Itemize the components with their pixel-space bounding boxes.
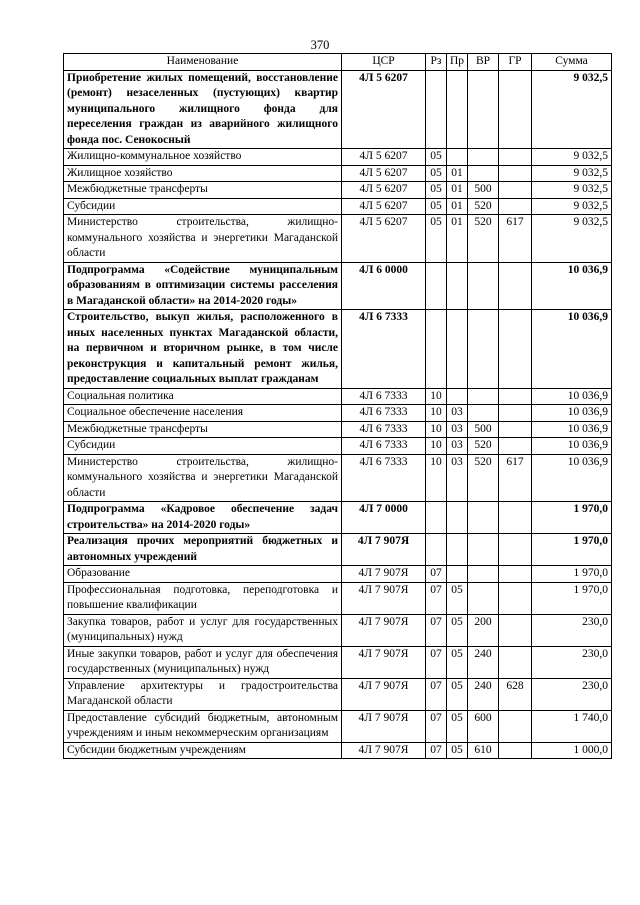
cell-csr: 4Л 7 907Я [342, 534, 426, 566]
cell-sum: 10 036,9 [532, 405, 612, 422]
cell-csr: 4Л 5 6207 [342, 149, 426, 166]
cell-gr [499, 165, 532, 182]
cell-pr: 03 [447, 454, 468, 502]
cell-gr: 617 [499, 215, 532, 263]
cell-gr [499, 198, 532, 215]
cell-pr: 01 [447, 165, 468, 182]
cell-name: Иные закупки товаров, работ и услуг для обеспечения государственных (муниципальных) нужд [64, 646, 342, 678]
cell-gr: 617 [499, 454, 532, 502]
cell-vr: 520 [468, 438, 499, 455]
cell-vr: 600 [468, 710, 499, 742]
cell-vr: 520 [468, 215, 499, 263]
cell-sum: 1 970,0 [532, 582, 612, 614]
cell-pr [447, 534, 468, 566]
cell-csr: 4Л 5 6207 [342, 198, 426, 215]
cell-rz [426, 70, 447, 149]
cell-vr: 610 [468, 742, 499, 759]
table-row [64, 566, 612, 583]
cell-pr: 05 [447, 614, 468, 646]
table-row [64, 215, 612, 263]
header-rz: Рз [426, 54, 447, 71]
cell-name: Управление архитектуры и градостроительства Магаданской области [64, 678, 342, 710]
cell-pr: 01 [447, 182, 468, 199]
cell-sum: 230,0 [532, 678, 612, 710]
cell-sum: 10 036,9 [532, 388, 612, 405]
cell-pr: 05 [447, 678, 468, 710]
table-row [64, 405, 612, 422]
cell-pr [447, 388, 468, 405]
cell-sum: 9 032,5 [532, 149, 612, 166]
cell-pr [447, 310, 468, 389]
cell-vr [468, 149, 499, 166]
cell-gr [499, 710, 532, 742]
cell-rz: 05 [426, 215, 447, 263]
cell-sum: 1 000,0 [532, 742, 612, 759]
cell-gr [499, 646, 532, 678]
cell-pr [447, 70, 468, 149]
cell-name: Межбюджетные трансферты [64, 182, 342, 199]
cell-csr: 4Л 5 6207 [342, 182, 426, 199]
cell-name: Жилищное хозяйство [64, 165, 342, 182]
table-body [64, 70, 612, 759]
cell-pr: 01 [447, 198, 468, 215]
cell-vr: 240 [468, 646, 499, 678]
cell-pr: 01 [447, 215, 468, 263]
cell-name: Подпрограмма «Содействие муниципальным образованиям в оптимизации системы расселения в Магаданской области» на 2014-2020 годы» [64, 262, 342, 310]
cell-vr: 520 [468, 454, 499, 502]
cell-csr: 4Л 7 907Я [342, 566, 426, 583]
cell-vr: 200 [468, 614, 499, 646]
cell-vr [468, 502, 499, 534]
cell-gr [499, 149, 532, 166]
cell-name: Субсидии [64, 438, 342, 455]
cell-csr: 4Л 7 907Я [342, 614, 426, 646]
cell-csr: 4Л 7 907Я [342, 742, 426, 759]
cell-name: Приобретение жилых помещений, восстановление (ремонт) незаселенных (пустующих) квартир муниципального жилищного фонда для переселения граждан из аварийного жилищного фонда пос. Сенокосный [64, 70, 342, 149]
cell-rz: 05 [426, 165, 447, 182]
cell-gr [499, 388, 532, 405]
table-row [64, 388, 612, 405]
cell-sum: 1 740,0 [532, 710, 612, 742]
cell-vr: 500 [468, 182, 499, 199]
table-row [64, 262, 612, 310]
cell-gr [499, 182, 532, 199]
cell-rz [426, 534, 447, 566]
cell-rz: 07 [426, 646, 447, 678]
table-row [64, 582, 612, 614]
cell-gr [499, 405, 532, 422]
cell-name: Министерство строительства, жилищно-коммунального хозяйства и энергетики Магаданской области [64, 454, 342, 502]
header-csr: ЦСР [342, 54, 426, 71]
cell-pr: 03 [447, 438, 468, 455]
table-row [64, 149, 612, 166]
cell-rz: 05 [426, 149, 447, 166]
cell-vr [468, 582, 499, 614]
cell-pr [447, 149, 468, 166]
cell-csr: 4Л 6 7333 [342, 421, 426, 438]
cell-pr: 05 [447, 582, 468, 614]
cell-csr: 4Л 6 7333 [342, 405, 426, 422]
cell-gr [499, 70, 532, 149]
cell-sum: 1 970,0 [532, 502, 612, 534]
cell-sum: 9 032,5 [532, 182, 612, 199]
cell-csr: 4Л 6 7333 [342, 310, 426, 389]
cell-rz: 05 [426, 198, 447, 215]
cell-sum: 230,0 [532, 614, 612, 646]
cell-sum: 1 970,0 [532, 566, 612, 583]
cell-vr [468, 534, 499, 566]
header-gr: ГР [499, 54, 532, 71]
table-row [64, 454, 612, 502]
cell-gr [499, 742, 532, 759]
cell-name: Образование [64, 566, 342, 583]
table-row [64, 678, 612, 710]
table-row [64, 438, 612, 455]
cell-csr: 4Л 7 0000 [342, 502, 426, 534]
cell-rz: 10 [426, 438, 447, 455]
cell-pr: 05 [447, 646, 468, 678]
table-row [64, 502, 612, 534]
cell-name: Строительство, выкуп жилья, расположенного в иных населенных пунктах Магаданской области, на первичном и вторичном рынке, в том числе реконструкция и капитальный ремонт жилья, предоставление социальных выплат гражданам [64, 310, 342, 389]
cell-csr: 4Л 6 7333 [342, 388, 426, 405]
cell-gr: 628 [499, 678, 532, 710]
cell-vr [468, 566, 499, 583]
cell-sum: 10 036,9 [532, 454, 612, 502]
cell-gr [499, 614, 532, 646]
cell-vr [468, 262, 499, 310]
cell-rz: 10 [426, 454, 447, 502]
cell-csr: 4Л 7 907Я [342, 646, 426, 678]
cell-rz: 07 [426, 710, 447, 742]
cell-gr [499, 262, 532, 310]
cell-gr [499, 534, 532, 566]
cell-gr [499, 310, 532, 389]
cell-rz [426, 310, 447, 389]
cell-vr [468, 388, 499, 405]
cell-sum: 9 032,5 [532, 70, 612, 149]
header-name: Наименование [64, 54, 342, 71]
cell-rz: 07 [426, 582, 447, 614]
page-number: 370 [310, 38, 330, 52]
cell-csr: 4Л 6 0000 [342, 262, 426, 310]
budget-table [63, 53, 612, 759]
cell-name: Министерство строительства, жилищно-коммунального хозяйства и энергетики Магаданской области [64, 215, 342, 263]
cell-vr [468, 310, 499, 389]
cell-rz: 07 [426, 566, 447, 583]
cell-rz: 07 [426, 614, 447, 646]
cell-rz [426, 262, 447, 310]
cell-rz: 10 [426, 388, 447, 405]
cell-name: Социальное обеспечение населения [64, 405, 342, 422]
cell-sum: 10 036,9 [532, 421, 612, 438]
cell-sum: 1 970,0 [532, 534, 612, 566]
cell-pr: 03 [447, 405, 468, 422]
table-row [64, 165, 612, 182]
cell-vr [468, 405, 499, 422]
cell-rz: 07 [426, 742, 447, 759]
cell-gr [499, 421, 532, 438]
table-row [64, 70, 612, 149]
cell-name: Предоставление субсидий бюджетным, автономным учреждениям и иным некоммерческим организациям [64, 710, 342, 742]
table-row [64, 646, 612, 678]
cell-csr: 4Л 5 6207 [342, 215, 426, 263]
cell-pr: 03 [447, 421, 468, 438]
cell-sum: 230,0 [532, 646, 612, 678]
cell-name: Подпрограмма «Кадровое обеспечение задач строительства» на 2014-2020 годы» [64, 502, 342, 534]
cell-name: Профессиональная подготовка, переподготовка и повышение квалификации [64, 582, 342, 614]
cell-csr: 4Л 6 7333 [342, 454, 426, 502]
cell-name: Субсидии [64, 198, 342, 215]
table-row [64, 534, 612, 566]
table-row [64, 421, 612, 438]
cell-rz: 10 [426, 405, 447, 422]
cell-vr: 240 [468, 678, 499, 710]
cell-gr [499, 582, 532, 614]
cell-csr: 4Л 5 6207 [342, 70, 426, 149]
cell-name: Жилищно-коммунальное хозяйство [64, 149, 342, 166]
cell-sum: 10 036,9 [532, 262, 612, 310]
cell-name: Закупка товаров, работ и услуг для государственных (муниципальных) нужд [64, 614, 342, 646]
cell-sum: 9 032,5 [532, 215, 612, 263]
cell-gr [499, 566, 532, 583]
cell-vr: 520 [468, 198, 499, 215]
header-pr: Пр [447, 54, 468, 71]
cell-sum: 10 036,9 [532, 438, 612, 455]
cell-sum: 9 032,5 [532, 165, 612, 182]
cell-csr: 4Л 7 907Я [342, 678, 426, 710]
cell-rz [426, 502, 447, 534]
cell-pr: 05 [447, 742, 468, 759]
cell-csr: 4Л 7 907Я [342, 582, 426, 614]
table-row [64, 614, 612, 646]
cell-pr: 05 [447, 710, 468, 742]
cell-csr: 4Л 7 907Я [342, 710, 426, 742]
cell-rz: 07 [426, 678, 447, 710]
cell-csr: 4Л 5 6207 [342, 165, 426, 182]
cell-name: Реализация прочих мероприятий бюджетных и автономных учреждений [64, 534, 342, 566]
cell-name: Межбюджетные трансферты [64, 421, 342, 438]
cell-name: Социальная политика [64, 388, 342, 405]
cell-sum: 9 032,5 [532, 198, 612, 215]
table-row [64, 310, 612, 389]
cell-vr [468, 70, 499, 149]
table-row [64, 198, 612, 215]
cell-sum: 10 036,9 [532, 310, 612, 389]
cell-rz: 10 [426, 421, 447, 438]
cell-csr: 4Л 6 7333 [342, 438, 426, 455]
cell-name: Субсидии бюджетным учреждениям [64, 742, 342, 759]
header-row [64, 54, 612, 71]
cell-gr [499, 438, 532, 455]
cell-vr [468, 165, 499, 182]
table-row [64, 742, 612, 759]
cell-gr [499, 502, 532, 534]
cell-pr [447, 262, 468, 310]
cell-pr [447, 566, 468, 583]
cell-pr [447, 502, 468, 534]
table-row [64, 710, 612, 742]
cell-vr: 500 [468, 421, 499, 438]
header-vr: ВР [468, 54, 499, 71]
cell-rz: 05 [426, 182, 447, 199]
header-sum: Сумма [532, 54, 612, 71]
table-row [64, 182, 612, 199]
